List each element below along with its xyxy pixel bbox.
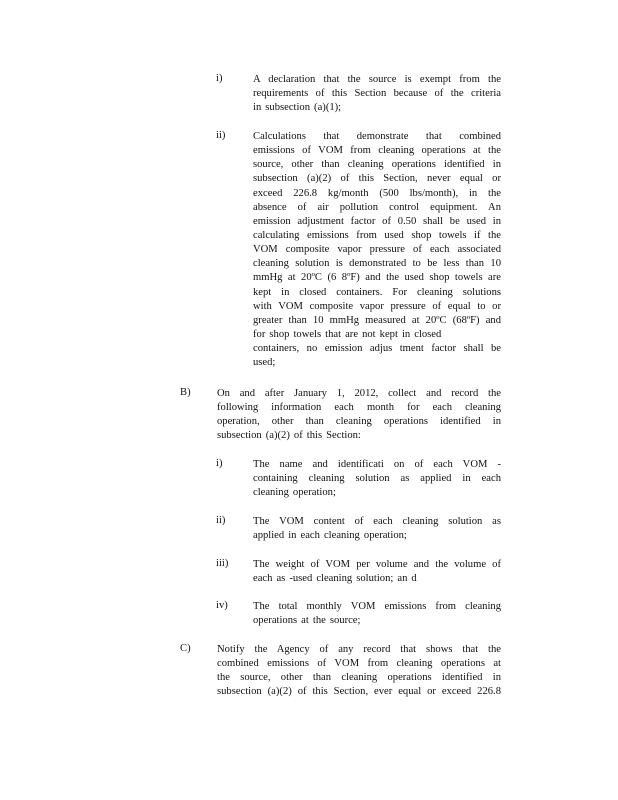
text-line: subsection (a)(2) of this Section, never equal or [253, 173, 501, 185]
list-item-text [253, 600, 501, 628]
list-marker: ii) [216, 130, 226, 141]
text-line: containers, no emission adjus tment factor shall be [253, 343, 501, 355]
list-marker: iv) [216, 600, 228, 611]
list-marker: i) [216, 458, 223, 469]
text-line: for shop towels that are not kept in closed [253, 328, 442, 340]
text-line: emission adjustment factor of 0.50 shall be used in [253, 215, 501, 227]
text-line: the source, other than cleaning operations identified in [217, 672, 501, 684]
text-line: emissions of VOM from cleaning operations at the [253, 145, 501, 157]
list-marker: iii) [216, 558, 229, 569]
list-item-text [217, 643, 501, 700]
text-line: used; [253, 357, 276, 369]
text-line: in subsection (a)(1); [253, 102, 342, 114]
text-line: The total monthly VOM emissions from cleaning [253, 601, 501, 612]
list-marker: ii) [216, 515, 226, 526]
text-line: operation, other than cleaning operations identified in [217, 416, 501, 428]
text-line: combined emissions of VOM from cleaning operations at [217, 658, 501, 670]
list-marker: B) [180, 387, 191, 398]
text-line: VOM composite vapor pressure of each associated [253, 244, 501, 256]
text-line: greater than 10 mmHg measured at 20ºC (68ºF) and [253, 314, 501, 326]
list-item-text [217, 387, 501, 444]
text-line: containing cleaning solution as applied in each [253, 473, 501, 485]
text-line: source, other than cleaning operations identified in [253, 159, 501, 171]
text-line: The name and identificati on of each VOM - [253, 459, 501, 470]
list-marker: C) [180, 643, 191, 654]
text-line: each as -used cleaning solution; an d [253, 573, 417, 585]
text-line: with VOM composite vapor pressure of equal to or [253, 300, 501, 312]
text-line: absence of air pollution control equipment. An [253, 201, 501, 213]
text-line: A declaration that the source is exempt from the [253, 74, 501, 85]
text-line: exceed 226.8 kg/month (500 lbs/month), in the [253, 187, 501, 199]
list-item-text [253, 515, 501, 543]
text-line: Calculations that demonstrate that combined [253, 131, 501, 142]
list-marker: i) [216, 73, 223, 84]
text-line: The weight of VOM per volume and the volume of [253, 559, 501, 570]
text-line: cleaning solution is demonstrated to be less than 10 [253, 258, 501, 270]
text-line: On and after January 1, 2012, collect and record the [217, 388, 501, 399]
text-line: operations at the source; [253, 615, 361, 627]
list-item-text [253, 73, 501, 115]
list-item-text [253, 558, 501, 586]
text-line: subsection (a)(2) of this Section, ever equal or exceed 226.8 [217, 686, 501, 698]
text-line: Notify the Agency of any record that shows that the [217, 644, 501, 655]
text-line: requirements of this Section because of the criteria [253, 88, 501, 100]
text-line: cleaning operation; [253, 487, 336, 499]
text-line: applied in each cleaning operation; [253, 530, 407, 542]
text-line: mmHg at 20ºC (6 8ºF) and the used shop towels are [253, 272, 501, 284]
list-item-text [253, 130, 501, 370]
list-item-text [253, 458, 501, 500]
text-line: subsection (a)(2) of this Section: [217, 430, 361, 442]
text-line: The VOM content of each cleaning solution as [253, 516, 501, 527]
text-line: kept in closed containers. For cleaning solutions [253, 286, 501, 298]
text-line: calculating emissions from used shop towels if the [253, 229, 501, 241]
text-line: following information each month for each cleaning [217, 402, 501, 414]
